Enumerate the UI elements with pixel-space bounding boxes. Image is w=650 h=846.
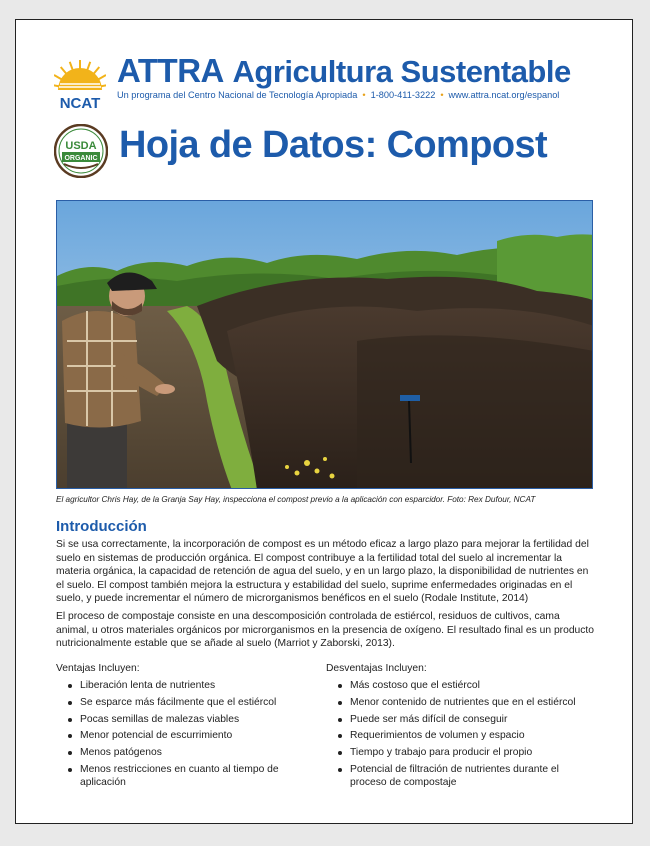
list-item: Tiempo y trabajo para producir el propio <box>338 746 581 760</box>
photo-illustration <box>57 201 593 489</box>
disadvantages-list <box>326 662 581 793</box>
brand-header <box>117 53 571 100</box>
list-item: Puede ser más difícil de conseguir <box>338 713 581 727</box>
list-item: Pocas semillas de malezas viables <box>68 713 311 727</box>
intro-paragraph-1: Si se usa correctamente, la incorporación de compost es un método eficaz a largo plazo para mejorar la fertilidad del suelo en sistemas de producción orgánica. El compost contribuye a la fertilidad total del suelo al incrementar la materia orgánica, la capacidad de retención de agua del suelo, y en un largo plazo, la disponibilidad de nutrientes en el suelo. El compost también mejora la estructura y estabilidad del suelo, suprime enfermedades originadas en el suelo, y puede incrementar el número de microrganismos benéficos en el suelo (Rodale Institute, 2014) <box>56 539 589 604</box>
list-item: Más costoso que el estiércol <box>338 679 581 693</box>
seal-top-text: USDA <box>65 140 97 152</box>
photo-caption: El agricultor Chris Hay, de la Granja Say Hay, inspecciona el compost previo a la aplicación con esparcidor. Foto: Rex Dufour, NCAT <box>56 495 536 504</box>
list-item: Liberación lenta de nutrientes <box>68 679 311 693</box>
brand-contact-line <box>117 90 571 100</box>
ncat-sun-logo <box>54 58 106 114</box>
list-item: Menor contenido de nutrientes que en el estiércol <box>338 696 581 710</box>
document-page <box>15 19 633 824</box>
compost-photo <box>56 200 593 489</box>
brand-subtitle: Agricultura Sustentable <box>232 54 571 89</box>
separator-dot: • <box>362 90 366 100</box>
page-title: Hoja de Datos: Compost <box>119 124 548 166</box>
ncat-logo-text: NCAT <box>59 95 101 112</box>
list-item: Menos patógenos <box>68 746 311 760</box>
phone-number: 1-800-411-3222 <box>370 90 436 100</box>
brand-name: ATTRA <box>117 52 224 89</box>
disadvantages-heading: Desventajas Incluyen: <box>326 663 427 674</box>
seal-bottom-text: ORGANIC <box>64 155 98 162</box>
advantages-list <box>56 662 311 793</box>
intro-paragraph-2: El proceso de compostaje consiste en una descomposición controlada de estiércol, residuos de cultivos, cama animal, u otros materiales orgánicos por microrganismos en la presencia de oxígeno. El resultado final es un producto nutricionalmente estable que se añade al suelo (Marriot y Zaborski, 2013). <box>56 611 595 649</box>
list-item: Requerimientos de volumen y espacio <box>338 729 581 743</box>
section-heading-intro: Introducción <box>56 518 147 535</box>
website-link[interactable]: www.attra.ncat.org/espanol <box>448 90 560 100</box>
org-line: Un programa del Centro Nacional de Tecnología Apropiada <box>117 90 358 100</box>
brand-title <box>117 53 571 90</box>
list-item: Se esparce más fácilmente que el estiércol <box>68 696 311 710</box>
list-item: Potencial de filtración de nutrientes durante el proceso de compostaje <box>338 763 581 790</box>
usda-organic-seal <box>54 124 108 178</box>
list-item: Menos restricciones en cuanto al tiempo de aplicación <box>68 763 311 790</box>
advantages-heading: Ventajas Incluyen: <box>56 663 140 674</box>
separator-dot: • <box>440 90 444 100</box>
list-item: Menor potencial de escurrimiento <box>68 729 311 743</box>
